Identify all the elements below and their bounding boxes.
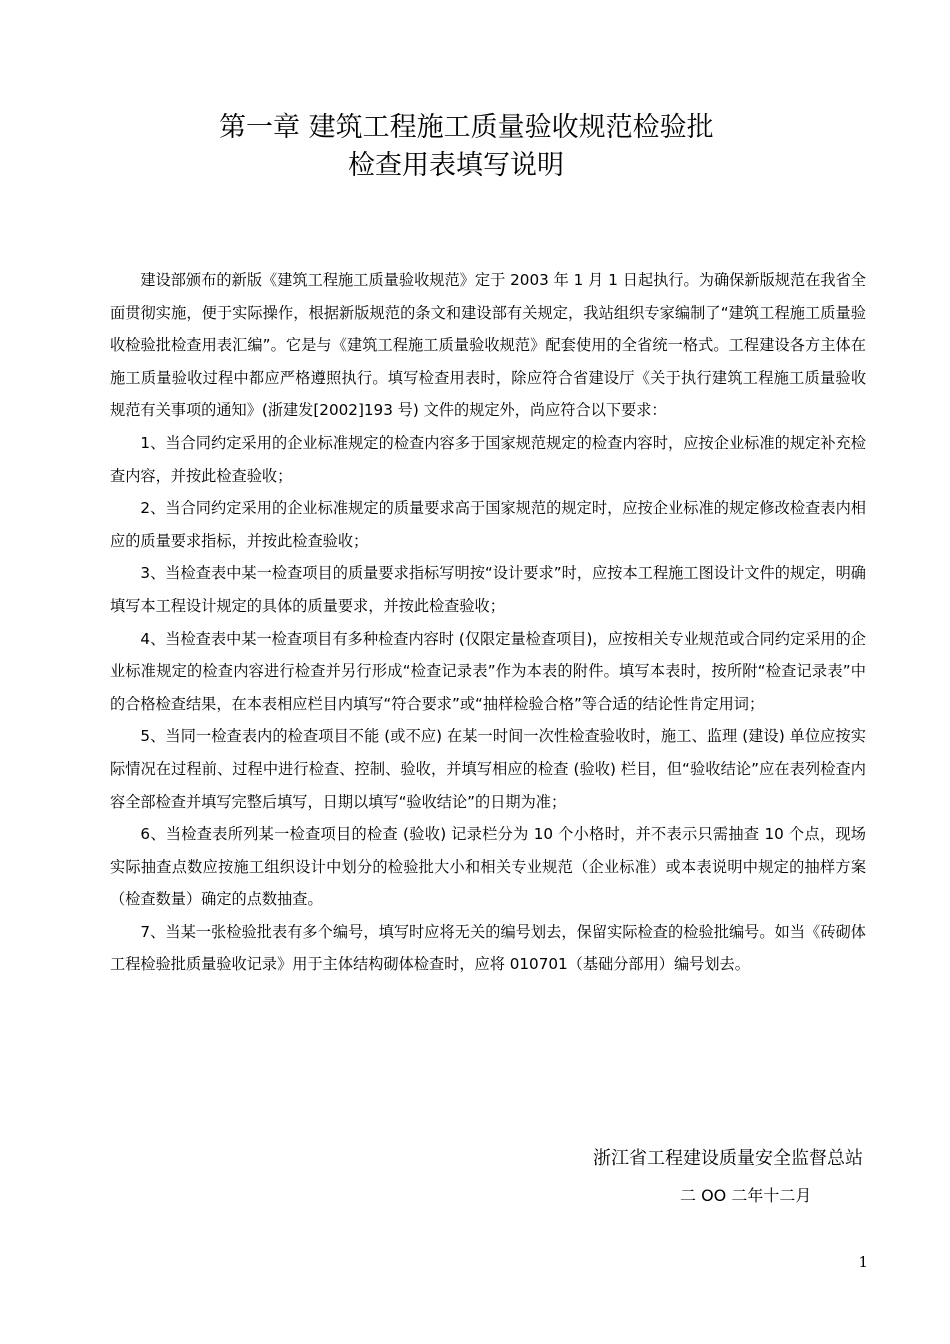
- requirement-item-2: 2、当合同约定采用的企业标准规定的质量要求高于国家规范的规定时，应按企业标准的规定修改检查表内相应的质量要求指标，并按此检查验收；: [110, 499, 866, 550]
- requirement-item-6: 6、当检查表所列某一检查项目的检查 (验收) 记录栏分为 10 个小格时，并不表示只需抽查 10 个点，现场实际抽查点数应按施工组织设计中划分的检验批大小和相关专业规范（企业标准）或本表说明中规定的抽样方案（检查数量）确定的点数抽查。: [110, 825, 866, 909]
- requirement-item-3: 3、当检查表中某一检查项目的质量要求指标写明按“设计要求”时，应按本工程施工图设计文件的规定，明确填写本工程设计规定的具体的质量要求，并按此检查验收；: [110, 564, 866, 615]
- chapter-title-line-2: 检查用表填写说明: [348, 150, 564, 181]
- document-body: [110, 264, 866, 981]
- chapter-title-line-1: 第一章 建筑工程施工质量验收规范检验批: [219, 112, 714, 143]
- intro-paragraph: 建设部颁布的新版《建筑工程施工质量验收规范》定于 2003 年 1 月 1 日起执行。为确保新版规范在我省全面贯彻实施，便于实际操作，根据新版规范的条文和建设部有关规定，我站组织专家编制了“建筑工程施工质量验收检验批检查用表汇编”。它是与《建筑工程施工质量验收规范》配套使用的全省统一格式。工程建设各方主体在施工质量验收过程中都应严格遵照执行。填写检查用表时，除应符合省建设厅《关于执行建筑工程施工质量验收规范有关事项的通知》(浙建发[2002]193 号) 文件的规定外，尚应符合以下要求：: [110, 271, 866, 420]
- requirement-item-4: 4、当检查表中某一检查项目有多种检查内容时 (仅限定量检查项目)，应按相关专业规范或合同约定采用的企业标准规定的检查内容进行检查并另行形成“检查记录表”作为本表的附件。填写本表时，按所附“检查记录表”中的合格检查结果，在本表相应栏目内填写“符合要求”或“抽样检验合格”等合适的结论性肯定用词；: [110, 629, 866, 713]
- issue-date: 二 OO 二年十二月: [680, 1186, 812, 1205]
- page-number: 1: [858, 1253, 868, 1271]
- requirement-item-7: 7、当某一张检验批表有多个编号，填写时应将无关的编号划去，保留实际检查的检验批编号。如当《砖砌体工程检验批质量验收记录》用于主体结构砌体检查时，应将 010701（基础分部用）编号划去。: [110, 922, 866, 974]
- issuing-organization: 浙江省工程建设质量安全监督总站: [593, 1148, 863, 1169]
- requirement-item-5: 5、当同一检查表内的检查项目不能 (或不应) 在某一时间一次性检查验收时，施工、监理 (建设) 单位应按实际情况在过程前、过程中进行检查、控制、验收，并填写相应的检查 (验收) 栏目，但“验收结论”应在表列检查内容全部检查并填写完整后填写，日期以填写“验收结论”的日期为准；: [110, 727, 866, 811]
- requirement-item-1: 1、当合同约定采用的企业标准规定的检查内容多于国家规范规定的检查内容时，应按企业标准的规定补充检查内容，并按此检查验收；: [110, 433, 866, 485]
